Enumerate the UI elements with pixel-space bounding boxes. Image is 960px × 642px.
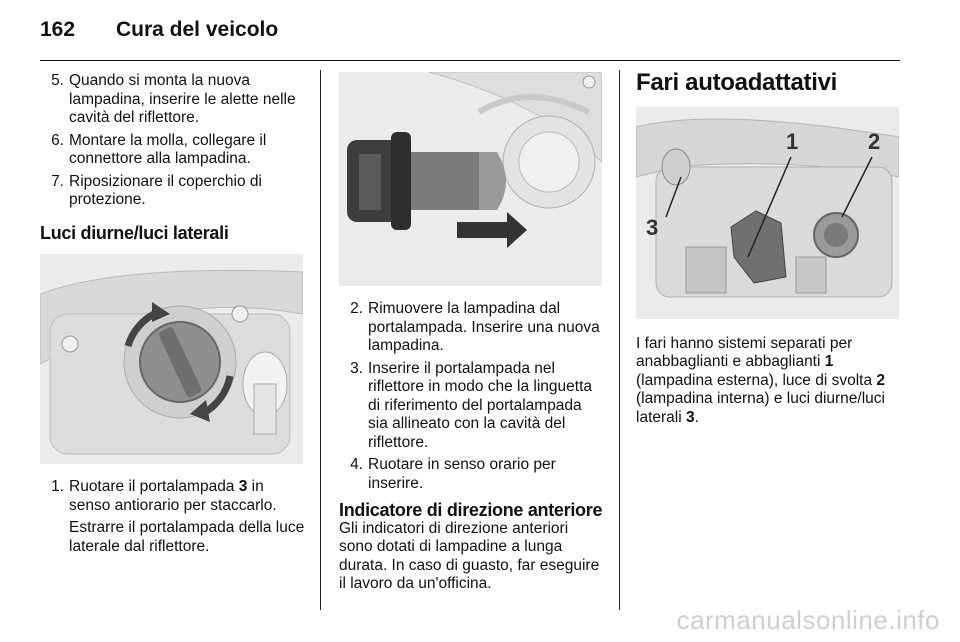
figure-label-1: 1: [786, 128, 799, 154]
step-1-extra: Estrarre il portalampada della luce laterale dal riflettore.: [69, 519, 305, 555]
header-rule: [40, 60, 900, 61]
adaptive-headlights-heading: Fari autoadattativi: [636, 69, 838, 96]
paragraph-text: (lampadina interna) e luci diurne/luci laterali: [636, 390, 885, 426]
ref-number: 3: [685, 408, 695, 426]
column-1: [40, 72, 305, 556]
daytime-lights-heading: Luci diurne/luci laterali: [40, 222, 229, 243]
step-text: Ruotare il portalampada: [69, 478, 239, 495]
paragraph-text: .: [694, 408, 699, 426]
paragraph-text: I fari hanno sistemi separati per anabbaglianti e abbaglianti: [636, 334, 853, 370]
step-number: 6.: [51, 131, 64, 149]
figure-label-3: 3: [646, 214, 659, 240]
step-5: [40, 72, 305, 128]
step-number: 4.: [350, 456, 363, 473]
step-7: [40, 173, 305, 210]
step-number: 1.: [51, 478, 64, 495]
column-divider-2: [619, 70, 620, 610]
step-text: Ruotare in senso orario per inserire.: [368, 456, 556, 492]
ref-number: 2: [876, 371, 885, 389]
watermark: carmanualsonline.info: [676, 605, 940, 635]
step-text: Inserire il portalampada nel riflettore in modo che la linguetta di riferimento del portalampada sia allineato con la cavità del riflettore.: [368, 359, 593, 451]
column-3: [636, 69, 904, 427]
page-title: Cura del veicolo: [116, 18, 279, 41]
step-1: [40, 478, 305, 515]
step-text: in senso antiorario per staccarlo.: [69, 478, 277, 514]
headlight-assembly-figure: [636, 107, 899, 319]
step-6: [40, 132, 305, 169]
step-3: [339, 360, 604, 453]
step-number: 7.: [51, 172, 64, 190]
step-text: Montare la molla, collegare il connettore alla lampadina.: [69, 131, 267, 167]
side-light-bulb-figure: [40, 254, 303, 464]
page-number: 162: [40, 18, 76, 41]
step-ref-number: 3: [238, 478, 248, 495]
turn-signal-heading: Indicatore di direzione anteriore: [339, 500, 603, 520]
page-header: [40, 18, 278, 42]
adaptive-headlights-paragraph: [636, 335, 904, 428]
bulb-removal-figure: [339, 72, 602, 286]
step-text: Rimuovere la lampadina dal portalampada. Inserire una nuova lampadina.: [368, 300, 600, 354]
paragraph-text: (lampadina esterna), luce di svolta: [636, 371, 877, 389]
figure-label-2: 2: [868, 128, 881, 154]
column-divider-1: [320, 70, 321, 610]
step-text: Quando si monta la nuova lampadina, inserire le alette nelle cavità del riflettore.: [69, 72, 296, 126]
turn-signal-paragraph: Gli indicatori di direzione anteriori sono dotati di lampadine a lunga durata. In caso di guasto, far eseguire il lavoro da un'officina.: [339, 519, 600, 592]
step-4: [339, 456, 604, 493]
column-2: [339, 72, 604, 594]
step-number: 3.: [350, 359, 363, 377]
step-2: [339, 300, 604, 356]
step-text: Riposizionare il coperchio di protezione.: [69, 172, 262, 208]
step-number: 2.: [350, 300, 363, 317]
step-number: 5.: [51, 72, 64, 89]
ref-number: 1: [824, 353, 834, 370]
